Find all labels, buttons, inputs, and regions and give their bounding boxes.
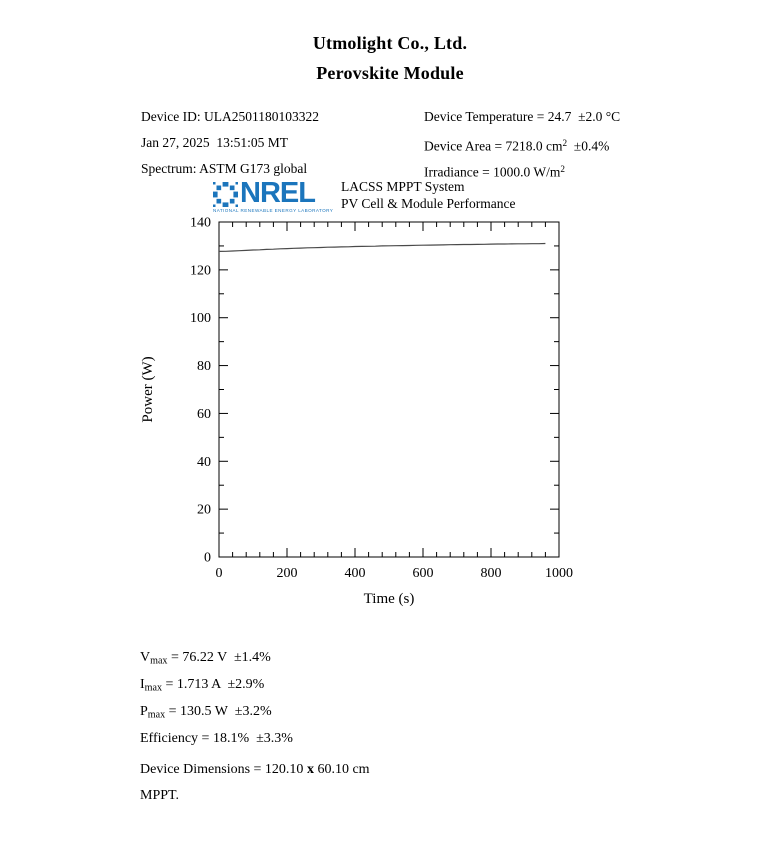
vmax-subscript: max (150, 655, 168, 667)
x-tick-label: 200 (276, 566, 298, 581)
y-tick-label: 20 (197, 502, 211, 518)
device-dimensions: Device Dimensions = 120.10 x 60.10 cm (140, 762, 370, 777)
pmax-symbol: P (140, 704, 148, 719)
power-series-line (219, 244, 545, 252)
efficiency-label: Efficiency (140, 731, 199, 746)
y-tick-label: 120 (190, 263, 211, 279)
measurement-mode: MPPT. (140, 788, 180, 803)
nrel-logo-caption: NATIONAL RENEWABLE ENERGY LABORATORY (213, 208, 334, 213)
x-tick-label: 600 (412, 566, 434, 581)
imax-result (140, 677, 264, 694)
power-vs-time-chart (130, 210, 590, 610)
nrel-logo (213, 177, 343, 213)
company-title: Utmolight Co., Ltd. (312, 33, 468, 53)
imax-subscript: max (144, 682, 163, 694)
system-name (341, 179, 515, 212)
device-type-title: Perovskite Module (316, 63, 464, 83)
x-axis-label: Time (s) (363, 591, 415, 607)
device-area: Device Area = 7218.0 $cm^2 \pm 0.4\%$ (424, 138, 610, 154)
y-tick-label: 80 (197, 359, 211, 375)
system-line2: PV Cell & Module Performance (341, 195, 516, 211)
efficiency-result (140, 731, 293, 748)
x-tick-label: 400 (344, 566, 366, 581)
x-tick-label: 800 (480, 566, 502, 581)
nrel-logo-text: NREL (240, 177, 315, 209)
y-tick-label: 140 (190, 215, 211, 231)
device-id: Device ID: ULA2501180103322 (141, 109, 319, 124)
device-temperature: Device Temperature = 24.7 ±2.0 °C (424, 109, 621, 124)
y-tick-label: 60 (197, 406, 211, 422)
pmax-result (140, 704, 272, 721)
spectrum: Spectrum: ASTM G173 global (141, 161, 308, 176)
irradiance: Irradiance = 1000.0 $W/m^2$ (424, 164, 565, 180)
power-vs-time-plot (130, 210, 590, 610)
plot-frame (219, 222, 559, 557)
pmax-value: = 130.5 W ±3.2% (165, 704, 272, 719)
vmax-symbol: V (140, 650, 151, 665)
y-tick-label: 0 (204, 550, 211, 566)
nrel-sun-icon (213, 182, 238, 207)
efficiency-value: = 18.1% ±3.3% (198, 731, 293, 746)
y-tick-label: 40 (197, 454, 211, 470)
x-tick-label: 1000 (545, 566, 573, 581)
vmax-value: = 76.22 V ±1.4% (167, 650, 271, 665)
y-tick-label: 100 (190, 311, 211, 327)
measurement-datetime: Jan 27, 2025 13:51:05 MT (141, 135, 288, 150)
imax-value: = 1.713 A ±2.9% (162, 677, 265, 692)
x-tick-label: 0 (215, 566, 223, 581)
vmax-result (140, 650, 271, 667)
system-line1: LACSS MPPT System (341, 179, 465, 194)
pmax-subscript: max (147, 709, 166, 721)
y-axis-label: Power (W) (140, 356, 156, 423)
imax-symbol: I (140, 677, 145, 692)
